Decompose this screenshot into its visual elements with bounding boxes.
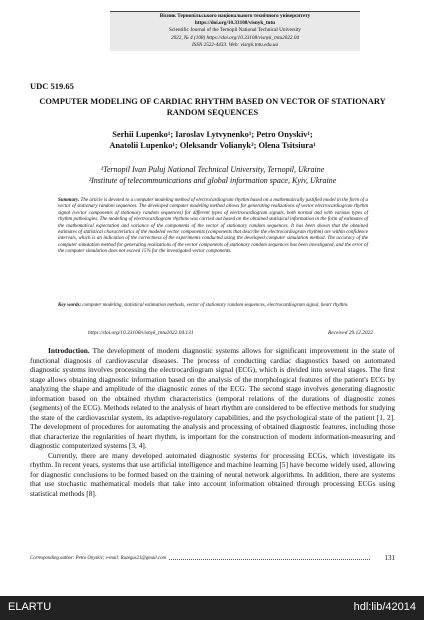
paragraph-introduction xyxy=(30,346,395,451)
corresponding-author: Corresponding author: Petro Onyskiv; e-mail: Razegus21@gmail.com xyxy=(30,556,166,561)
journal-name-ua: Вісник Тернопільського національного технічного університету xyxy=(159,13,311,19)
repository-name[interactable]: ELARTU xyxy=(8,601,52,613)
authors-line-2: Anatolii Lupenko¹; Oleksandr Volianyk²; Olena Tsitsiura¹ xyxy=(109,140,316,150)
journal-issn: ISSN 2522-4433. Web: visnyk.tntu.edu.ua xyxy=(191,41,279,48)
paragraph-2: Currently, there are many developed automated diagnostic systems for processing ECGs, which investigate its rhythm. In recent years, systems that use artificial intelligence and machine learning [5] have become widely used, allowing for diagnostic conclusions to be formed based on the training of neural network algorithms. In addition, there are systems that use stochastic mathematical models that take into account information obtained through processing ECGs using statistical methods [8]. xyxy=(30,450,395,498)
authors-line-1: Serhii Lupenko¹; Iaroslav Lytvynenko¹; Petro Onyskiv¹; xyxy=(112,130,313,139)
journal-header xyxy=(110,11,360,51)
journal-doi: https://doi.org/10.33108/visnyk_tntu xyxy=(194,20,276,27)
abstract-text: The article is devoted to a computer modeling method of electrocardiogram rhythm based on a mathematically justified model in the form of a vector of stationary random sequences. The developed computer modeling method allows for generating realizations of vector electrocardiogram rhythm signal (vector components of stationary random sequences) for different types of electrocardiogram signals, both normal and with various types of rhythm pathologies. The modeling of electrocardiogram rhythms was carried out based on the obtained statistical information in the form of estimates of the mathematical expectation and variance of the components of the vector of stationary random sequences. It has been shown that the obtained estimates of statistical characteristics of the modeled vector components (components that describe the electrocardiogram rhythm) are within confidence intervals, which is an indication of the correctness of the experiments conducted using the developed computer simulation method. The accuracy of the computer simulation method for generating realizations of the vector components of stationary random sequences has been investigated, and the error of the computer simulation does not exceed 15% for the investigated vector components. xyxy=(58,197,368,255)
page-number: 131 xyxy=(384,554,395,562)
author-list xyxy=(30,130,395,152)
abstract-label: Summary. xyxy=(58,197,80,203)
keywords-text: computer modeling, statistical estimation methods, vector of stationary random sequences, electrocardiogram signal, heart rhythm. xyxy=(82,302,349,308)
body-text xyxy=(30,346,395,498)
affiliation-1: ¹Ternopil Ivan Puluj National Technical University, Ternopil, Ukraine xyxy=(100,165,325,174)
abstract xyxy=(58,197,368,255)
journal-issue: 2022, № 4 (108) https://doi.org/10.33108/visnyk_tntu2022.04 xyxy=(170,34,300,41)
viewer-footer-bar xyxy=(0,596,424,620)
affiliations xyxy=(30,165,395,186)
udc-code: UDC 519.65 xyxy=(30,81,74,91)
received-date: Received 29.12.2022 xyxy=(327,330,373,336)
journal-name-en: Scientific Journal of the Ternopil National Technical University xyxy=(168,27,302,34)
keywords xyxy=(58,302,368,308)
keywords-label: Key words: xyxy=(58,302,82,308)
handle-id[interactable]: hdl:lib/42014 xyxy=(353,601,416,613)
paper-title: COMPUTER MODELING OF CARDIAC RHYTHM BASED ON VECTOR OF STATIONARY RANDOM SEQUENCES xyxy=(39,97,386,117)
section-heading-introduction: Introduction. xyxy=(48,346,90,355)
affiliation-2: ²Institute of telecommunications and global information space, Kyiv, Ukraine xyxy=(88,175,337,185)
paragraph-1-text: The development of modern diagnostic systems allows for significant improvement in the state of functional diagnosis of cardiovascular diseases. The process of conducting cardiac diagnostics based on automated diagnostic systems involves processing the electrocardiogram signal (ECG), which is divided into several stages. The first stage allows obtaining diagnostic information based on the analysis of the morphological features of the patient's ECG by analyzing the shape and amplitude of the diagnostic zones of the ECG. The second stage involves generating diagnostic information based on the obtained rhythm characteristics (temporal relations of the durations of diagnostic zones (segments) of the ECG). Methods related to the analysis of heart rhythm are considered to be effective methods for studying the state of the cardiovascular system, its adaptive-regulatory capabilities, and the psychological state of the patient [1, 2]. The development of procedures for automating the analysis and processing of obtained diagnostic features, including those that characterize the regularities of heart rhythm, is important for the construction of modern information-measuring and diagnostic computerized systems [3, 4]. xyxy=(30,346,395,450)
article-doi-link[interactable]: https://doi.org/10.33108/visnyk_tntu2022.04.131 xyxy=(88,330,194,336)
